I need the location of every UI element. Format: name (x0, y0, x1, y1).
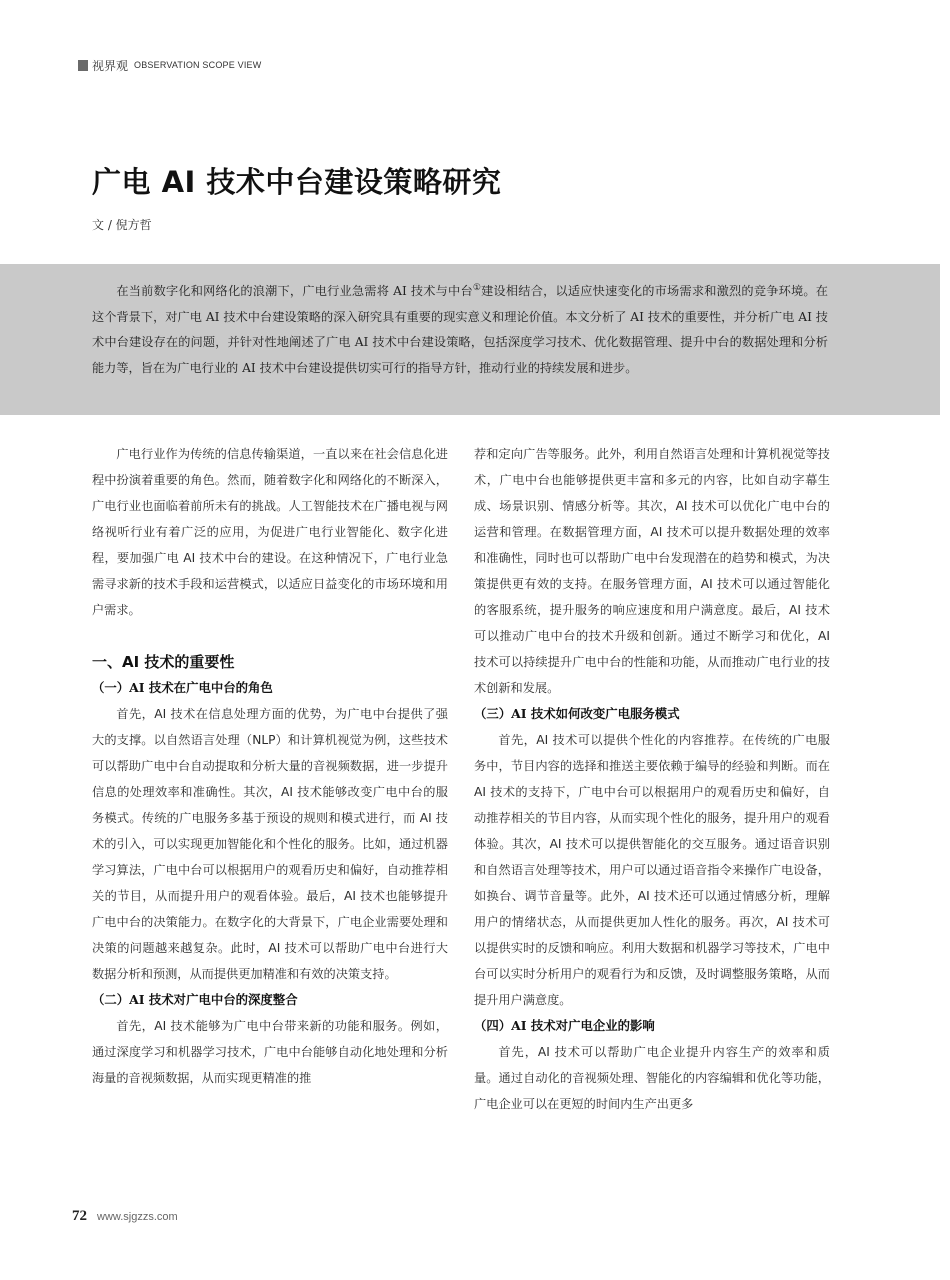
footer-url: www.sjgzzs.com (97, 1211, 178, 1223)
article-author: 文 / 倪方哲 (92, 218, 152, 232)
section-heading-1: 一、AI 技术的重要性 (92, 653, 235, 671)
abstract-text: 在当前数字化和网络化的浪潮下，广电行业急需将 AI 技术与中台①建设相结合，以适应快速变化的市场需求和激烈的竞争环境。在这个背景下，对广电 AI 技术中台建设策略的深入研究具有重要的现实意义和理论价值。本文分析了 AI 技术的重要性，并分析广电 AI 技术中台建设存在的问题，并针对性地阐述了广电 AI 技术中台建设策略，包括深度学习技术、优化数据管理、提升中台的数据处理和分析能力等，旨在为广电行业的 AI 技术中台建设提供切实可行的指导方针，推动行业的持续发展和进步。 (92, 283, 828, 375)
section-marker-square (78, 60, 88, 71)
page-number: 72 (72, 1208, 87, 1224)
footnote-marker: ① (472, 283, 482, 293)
intro-paragraph: 广电行业作为传统的信息传输渠道，一直以来在社会信息化进程中扮演着重要的角色。然而，随着数字化和网络化的不断深入，广电行业也面临着前所未有的挑战。人工智能技术在广播电视与网络视听行业有着广泛的应用，为促进广电行业智能化、数字化进程，要加强广电 AI 技术中台的建设。在这种情况下，广电行业急需寻求新的技术手段和运营模式，以适应日益变化的市场环境和用户需求。 (92, 447, 448, 617)
page-footer (72, 1208, 178, 1225)
section-name-en: OBSERVATION SCOPE VIEW (134, 60, 262, 70)
subheading-3: （三）AI 技术如何改变广电服务模式 (474, 706, 680, 721)
abstract-box (0, 264, 940, 415)
paragraph-1: 首先，AI 技术在信息处理方面的优势，为广电中台提供了强大的支撑。以自然语言处理（NLP）和计算机视觉为例，这些技术可以帮助广电中台自动提取和分析大量的音视频数据，进一步提升信息的处理效率和准确性。其次，AI 技术能够改变广电中台的服务模式。传统的广电服务多基于预设的规则和模式进行，而 AI 技术的引入，可以实现更加智能化和个性化的服务。比如，通过机器学习算法，广电中台可以根据用户的观看历史和偏好，自动推荐相关的节目，从而提升用户的观看体验。最后，AI 技术也能够提升广电中台的决策能力。在数字化的大背景下，广电企业需要处理和决策的问题越来越复杂。此时，AI 技术可以帮助广电中台进行大数据分析和预测，从而提供更加精准和有效的决策支持。 (92, 707, 448, 981)
section-name-cn: 视界观 (92, 58, 129, 73)
subheading-4: （四）AI 技术对广电企业的影响 (474, 1018, 655, 1033)
section-header (78, 57, 261, 73)
subheading-2: （二）AI 技术对广电中台的深度整合 (92, 992, 298, 1007)
paragraph-2: 首先，AI 技术能够为广电中台带来新的功能和服务。例如，通过深度学习和机器学习技术，广电中台能够自动化地处理和分析海量的音视频数据，从而实现更精准的推 (92, 1019, 448, 1085)
article-title: 广电 AI 技术中台建设策略研究 (92, 165, 502, 199)
subheading-1: （一）AI 技术在广电中台的角色 (92, 680, 273, 695)
left-column (92, 441, 448, 1091)
paragraph-3: 首先，AI 技术可以提供个性化的内容推荐。在传统的广电服务中，节目内容的选择和推送主要依赖于编导的经验和判断。而在 AI 技术的支持下，广电中台可以根据用户的观看历史和偏好，自动推荐相关的节目内容，从而实现个性化的服务，提升用户的观看体验。其次，AI 技术可以提供智能化的交互服务。通过语音识别和自然语言处理等技术，用户可以通过语音指令来操作广电设备，如换台、调节音量等。此外，AI 技术还可以通过情感分析，理解用户的情绪状态，从而提供更加人性化的服务。再次，AI 技术可以提供实时的反馈和响应。利用大数据和机器学习等技术，广电中台可以实时分析用户的观看行为和反馈，及时调整服务策略，从而提升用户满意度。 (474, 733, 830, 1007)
paragraph-4: 首先，AI 技术可以帮助广电企业提升内容生产的效率和质量。通过自动化的音视频处理、智能化的内容编辑和优化等功能，广电企业可以在更短的时间内生产出更多 (474, 1045, 830, 1111)
paragraph-2-continued: 荐和定向广告等服务。此外，利用自然语言处理和计算机视觉等技术，广电中台也能够提供更丰富和多元的内容，比如自动字幕生成、场景识别、情感分析等。其次，AI 技术可以优化广电中台的运营和管理。在数据管理方面，AI 技术可以提升数据处理的效率和准确性，同时也可以帮助广电中台发现潜在的趋势和模式，为决策提供更有效的支持。在服务管理方面，AI 技术可以通过智能化的客服系统，提升服务的响应速度和用户满意度。最后，AI 技术可以推动广电中台的技术升级和创新。通过不断学习和优化，AI 技术可以持续提升广电中台的性能和功能，从而推动广电行业的技术创新和发展。 (474, 447, 830, 695)
right-column (474, 441, 830, 1117)
